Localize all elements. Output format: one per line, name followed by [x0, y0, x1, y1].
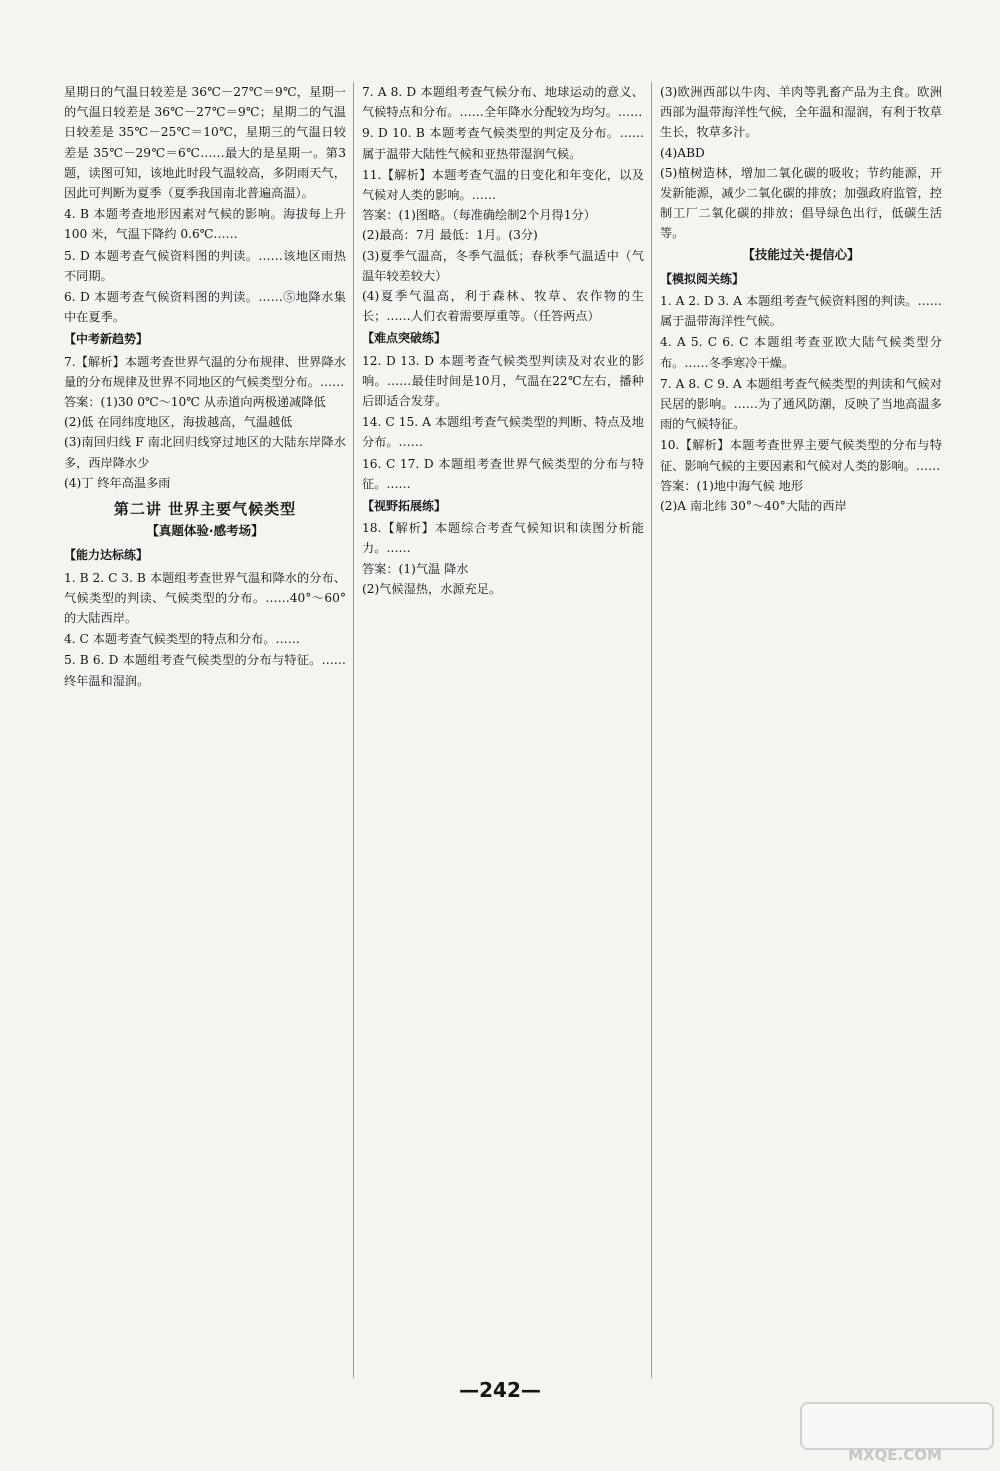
answer-item: 1. A 2. D 3. A 本题组考查气候资料图的判读。……属于温带海洋性气候。 [660, 294, 942, 329]
column-divider [651, 82, 652, 1378]
section-tag: 【能力达标练】 [64, 548, 149, 563]
column-right [660, 82, 942, 1378]
column-middle [362, 82, 644, 1378]
section-tag: 【视野拓展练】 [362, 499, 447, 514]
answer-item: 6. D 本题考查气候资料图的判读。……⑤地降水集中在夏季。 [64, 290, 346, 325]
answer-item: 10.【解析】本题考查世界主要气候类型的分布与特征、影响气候的主要因素和气候对人类的影响。…… 答案：(1)地中海气候 地形 (2)A 南北纬 30°～40°大陆的西岸 [660, 438, 942, 514]
subsection-heading: 【真题体验·感考场】 [146, 523, 264, 539]
answer-item: 4. A 5. C 6. C 本题组考查亚欧大陆气候类型分布。……冬季寒冷干燥。 [660, 335, 942, 370]
answer-item: 7. A 8. D 本题组考查气候分布、地球运动的意义、气候特点和分布。……全年降水分配较为均匀。…… [362, 85, 644, 120]
answer-item: 12. D 13. D 本题考查气候类型判读及对农业的影响。……最佳时间是10月，气温在22℃左右，播种后即适合发芽。 [362, 353, 644, 409]
answer-item: 9. D 10. B 本题考查气候类型的判定及分布。……属于温带大陆性气候和亚热带湿润气候。 [362, 126, 644, 161]
answer-item: 1. B 2. C 3. B 本题组考查世界气温和降水的分布、气候类型的判读、气候类型的分布。……40°～60°的大陆西岸。 [64, 570, 346, 626]
answer-item: 7. A 8. C 9. A 本题组考查气候类型的判读和气候对民居的影响。……为了通风防潮，反映了当地高温多雨的气候特征。 [660, 376, 942, 432]
section-heading: 第二讲 世界主要气候类型 [113, 500, 297, 519]
page-number: —242— [459, 1378, 541, 1402]
answer-item: 4. B 本题考查地形因素对气候的影响。海拔每上升 100 米，气温下降约 0.6℃…… [64, 207, 346, 242]
answer-item: 16. C 17. D 本题组考查世界气候类型的分布与特征。…… [362, 456, 644, 491]
watermark-logo [800, 1402, 990, 1466]
column-divider [353, 82, 354, 1378]
watermark-badge [800, 1402, 994, 1450]
answer-item: 5. D 本题考查气候资料图的判读。……该地区雨热不同期。 [64, 248, 346, 283]
watermark-url: MXQE.COM [848, 1446, 942, 1464]
answer-item: 7.【解析】本题考查世界气温的分布规律、世界降水量的分布规律及世界不同地区的气候类型分布。…… 答案：(1)30 0℃～10℃ 从赤道向两极递减降低 (2)低 在同纬度地区，海拔越高，气温越低 (3)南回归线 F 南北回归线穿过地区的大陆东岸降水多，西岸降水少 (4)丁 终年高温多雨 [64, 354, 346, 490]
answer-item: 星期日的气温日较差是 36℃－27℃＝9℃，星期一的气温日较差是 36℃－27℃＝9℃；星期二的气温日较差是 35℃－25℃＝10℃，星期三的气温日较差是 35℃－29℃＝6℃……最大的是星期一。第3题，读图可知，该地此时段气温较高，多阴雨天气，因此可判断为夏季（夏季我国南北普遍高温）。 [64, 85, 346, 201]
answer-item: 5. B 6. D 本题组考查气候类型的分布与特征。……终年温和湿润。 [64, 653, 346, 688]
section-tag: 【难点突破练】 [362, 331, 447, 346]
answer-item: 4. C 本题考查气候类型的特点和分布。…… [64, 632, 300, 647]
section-tag: 【中考新趋势】 [64, 332, 149, 347]
section-tag: 【模拟阅关练】 [660, 271, 745, 286]
subsection-heading: 【技能过关·提信心】 [742, 246, 860, 262]
answer-item: (3)欧洲西部以牛肉、羊肉等乳畜产品为主食。欧洲西部为温带海洋性气候，全年温和湿润，有利于牧草生长，牧草多汁。 (4)ABD (5)植树造林，增加二氧化碳的吸收；节约能源，开发新能源，减少二氧化碳的排放；加强政府监管，控制工厂二氧化碳的排放；倡导绿色出行，低碳生活等。 [660, 85, 942, 241]
answer-item: 14. C 15. A 本题组考查气候类型的判断、特点及地分布。…… [362, 415, 644, 450]
answer-item: 11.【解析】本题考查气温的日变化和年变化，以及气候对人类的影响。…… 答案：(1)图略。（每准确绘制2个月得1分） (2)最高：7月 最低：1月。(3分) (3)夏季气温高，冬季气温低；春秋季气温适中（气温年较差较大） (4)夏季气温高，利于森林、牧草、农作物的生长；……人们衣着需要厚重等。（任答两点） [362, 167, 644, 324]
answer-item: 18.【解析】本题综合考查气候知识和读图分析能力。…… 答案：(1)气温 降水 (2)气候湿热，水源充足。 [362, 521, 644, 596]
column-left [64, 82, 346, 1378]
